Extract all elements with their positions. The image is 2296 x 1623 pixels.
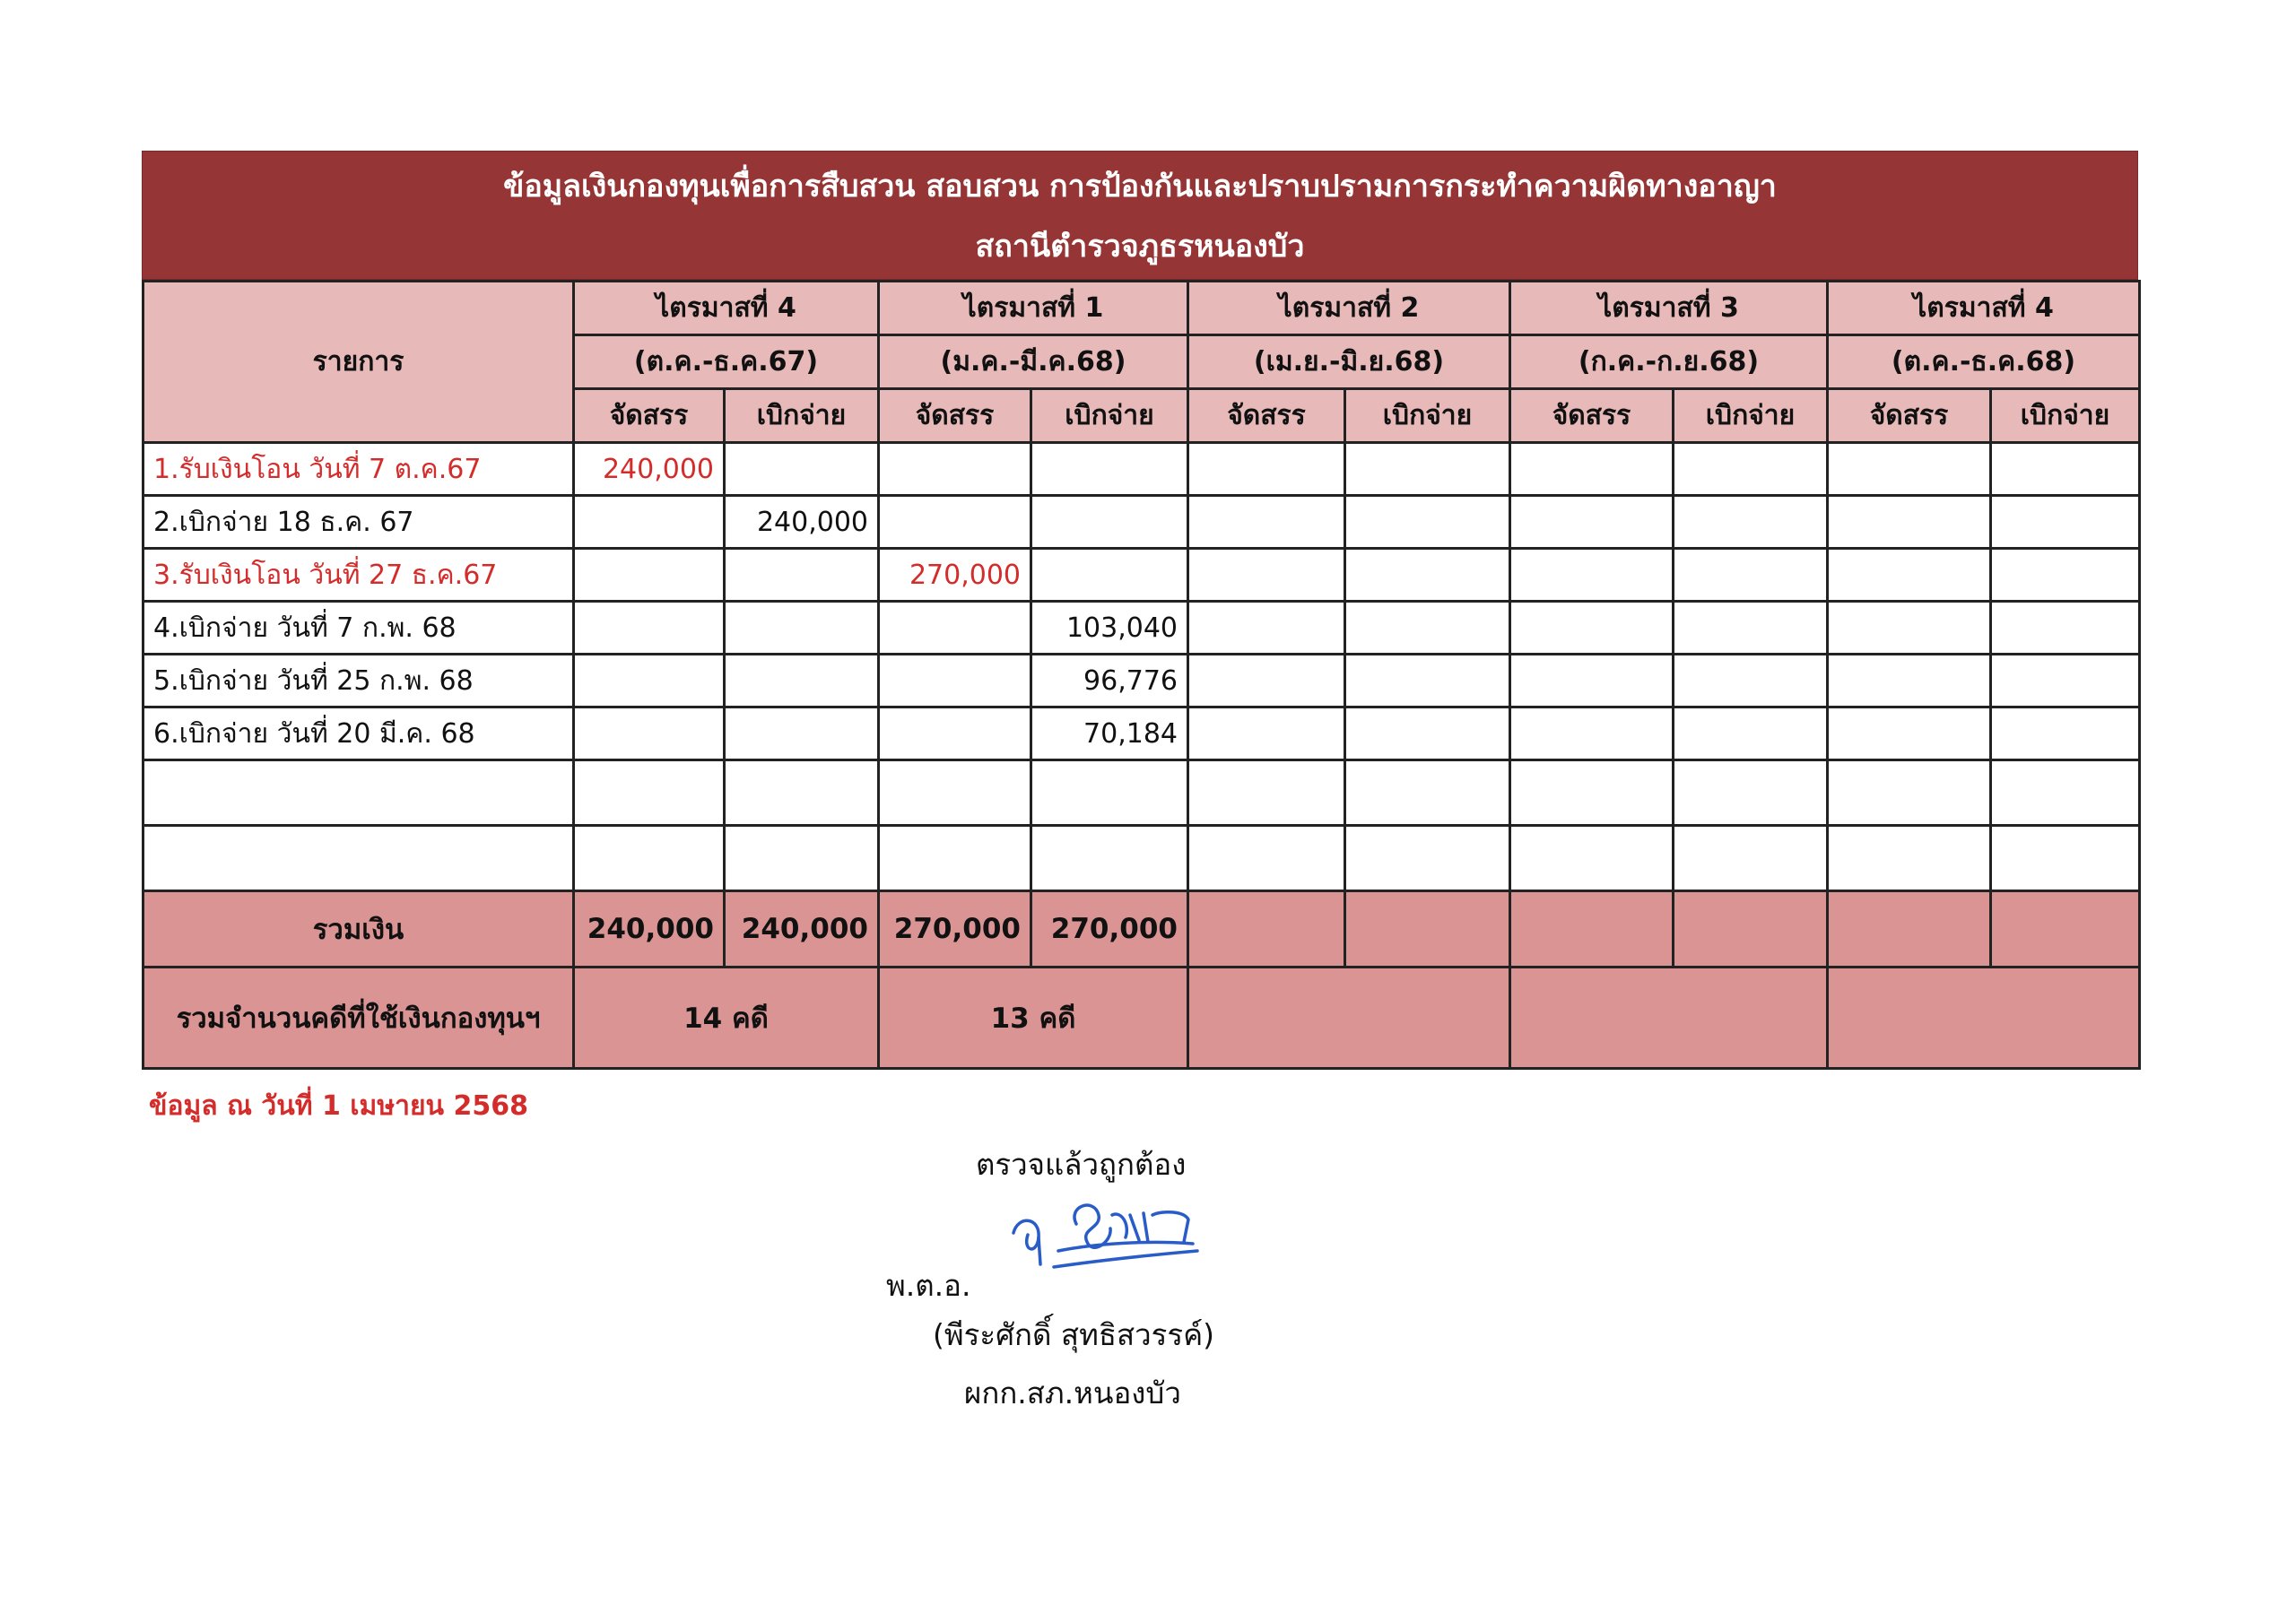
row-label: 6.เบิกจ่าย วันที่ 20 มี.ค. 68 (144, 707, 574, 760)
total-value: 270,000 (1031, 891, 1188, 968)
table-row (144, 496, 2140, 549)
quarter-header: ไตรมาสที่ 4 (574, 282, 879, 335)
cell-value: 270,000 (879, 549, 1031, 602)
station-name: สถานีตำรวจภูธรหนองบัว (975, 229, 1305, 265)
cell-value: 240,000 (725, 496, 879, 549)
disbursed-header: เบิกจ่าย (1674, 389, 1828, 443)
cell-value: 240,000 (574, 443, 725, 496)
empty-row (144, 826, 2140, 891)
header-row-quarters (144, 282, 2140, 335)
period-header: (ม.ค.-มี.ค.68) (879, 335, 1188, 389)
fund-table (142, 280, 2141, 1070)
cell-value: 96,776 (1031, 655, 1188, 707)
title-band (142, 151, 2138, 280)
period-header: (ก.ค.-ก.ย.68) (1510, 335, 1828, 389)
cell-value: 70,184 (1031, 707, 1188, 760)
case-count-value: 13 คดี (879, 968, 1188, 1069)
total-value: 240,000 (725, 891, 879, 968)
signatory-position: ผกก.สภ.หนองบัว (964, 1376, 1181, 1410)
table-row (144, 707, 2140, 760)
verified-text: ตรวจแล้วถูกต้อง (976, 1147, 1187, 1182)
period-header: (ต.ค.-ธ.ค.67) (574, 335, 879, 389)
allocated-header: จัดสรร (1188, 389, 1345, 443)
row-label: 2.เบิกจ่าย 18 ธ.ค. 67 (144, 496, 574, 549)
total-value: 240,000 (574, 891, 725, 968)
signatory-name: (พีระศักดิ์ สุทธิสวรรค์) (933, 1317, 1215, 1352)
table-row (144, 655, 2140, 707)
quarter-header: ไตรมาสที่ 3 (1510, 282, 1828, 335)
quarter-header: ไตรมาสที่ 1 (879, 282, 1188, 335)
data-as-of-note: ข้อมูล ณ วันที่ 1 เมษายน 2568 (149, 1090, 528, 1122)
cell-value: 103,040 (1031, 602, 1188, 655)
allocated-header: จัดสรร (1510, 389, 1674, 443)
period-header: (เม.ย.-มิ.ย.68) (1188, 335, 1510, 389)
total-label: รวมเงิน (144, 891, 574, 968)
disbursed-header: เบิกจ่าย (1991, 389, 2140, 443)
disbursed-header: เบิกจ่าย (1345, 389, 1510, 443)
item-header: รายการ (144, 282, 574, 443)
total-value: 270,000 (879, 891, 1031, 968)
row-label: 4.เบิกจ่าย วันที่ 7 ก.พ. 68 (144, 602, 574, 655)
allocated-header: จัดสรร (574, 389, 725, 443)
signature-mark (1004, 1188, 1211, 1287)
fund-report-sheet (142, 151, 2138, 1070)
report-title: ข้อมูลเงินกองทุนเพื่อการสืบสวน สอบสวน การป้องกันและปราบปรามการกระทำความผิดทางอาญา (503, 169, 1777, 204)
period-header: (ต.ค.-ธ.ค.68) (1828, 335, 2140, 389)
allocated-header: จัดสรร (879, 389, 1031, 443)
rank-text: พ.ต.อ. (886, 1268, 971, 1303)
quarter-header: ไตรมาสที่ 4 (1828, 282, 2140, 335)
row-label: 3.รับเงินโอน วันที่ 27 ธ.ค.67 (144, 549, 574, 602)
disbursed-header: เบิกจ่าย (725, 389, 879, 443)
disbursed-header: เบิกจ่าย (1031, 389, 1188, 443)
total-row (144, 891, 2140, 968)
case-count-row (144, 968, 2140, 1069)
row-label: 1.รับเงินโอน วันที่ 7 ต.ค.67 (144, 443, 574, 496)
allocated-header: จัดสรร (1828, 389, 1991, 443)
case-count-label: รวมจำนวนคดีที่ใช้เงินกองทุนฯ (144, 968, 574, 1069)
table-row (144, 443, 2140, 496)
quarter-header: ไตรมาสที่ 2 (1188, 282, 1510, 335)
empty-row (144, 760, 2140, 826)
table-row (144, 549, 2140, 602)
table-row (144, 602, 2140, 655)
case-count-value: 14 คดี (574, 968, 879, 1069)
row-label: 5.เบิกจ่าย วันที่ 25 ก.พ. 68 (144, 655, 574, 707)
